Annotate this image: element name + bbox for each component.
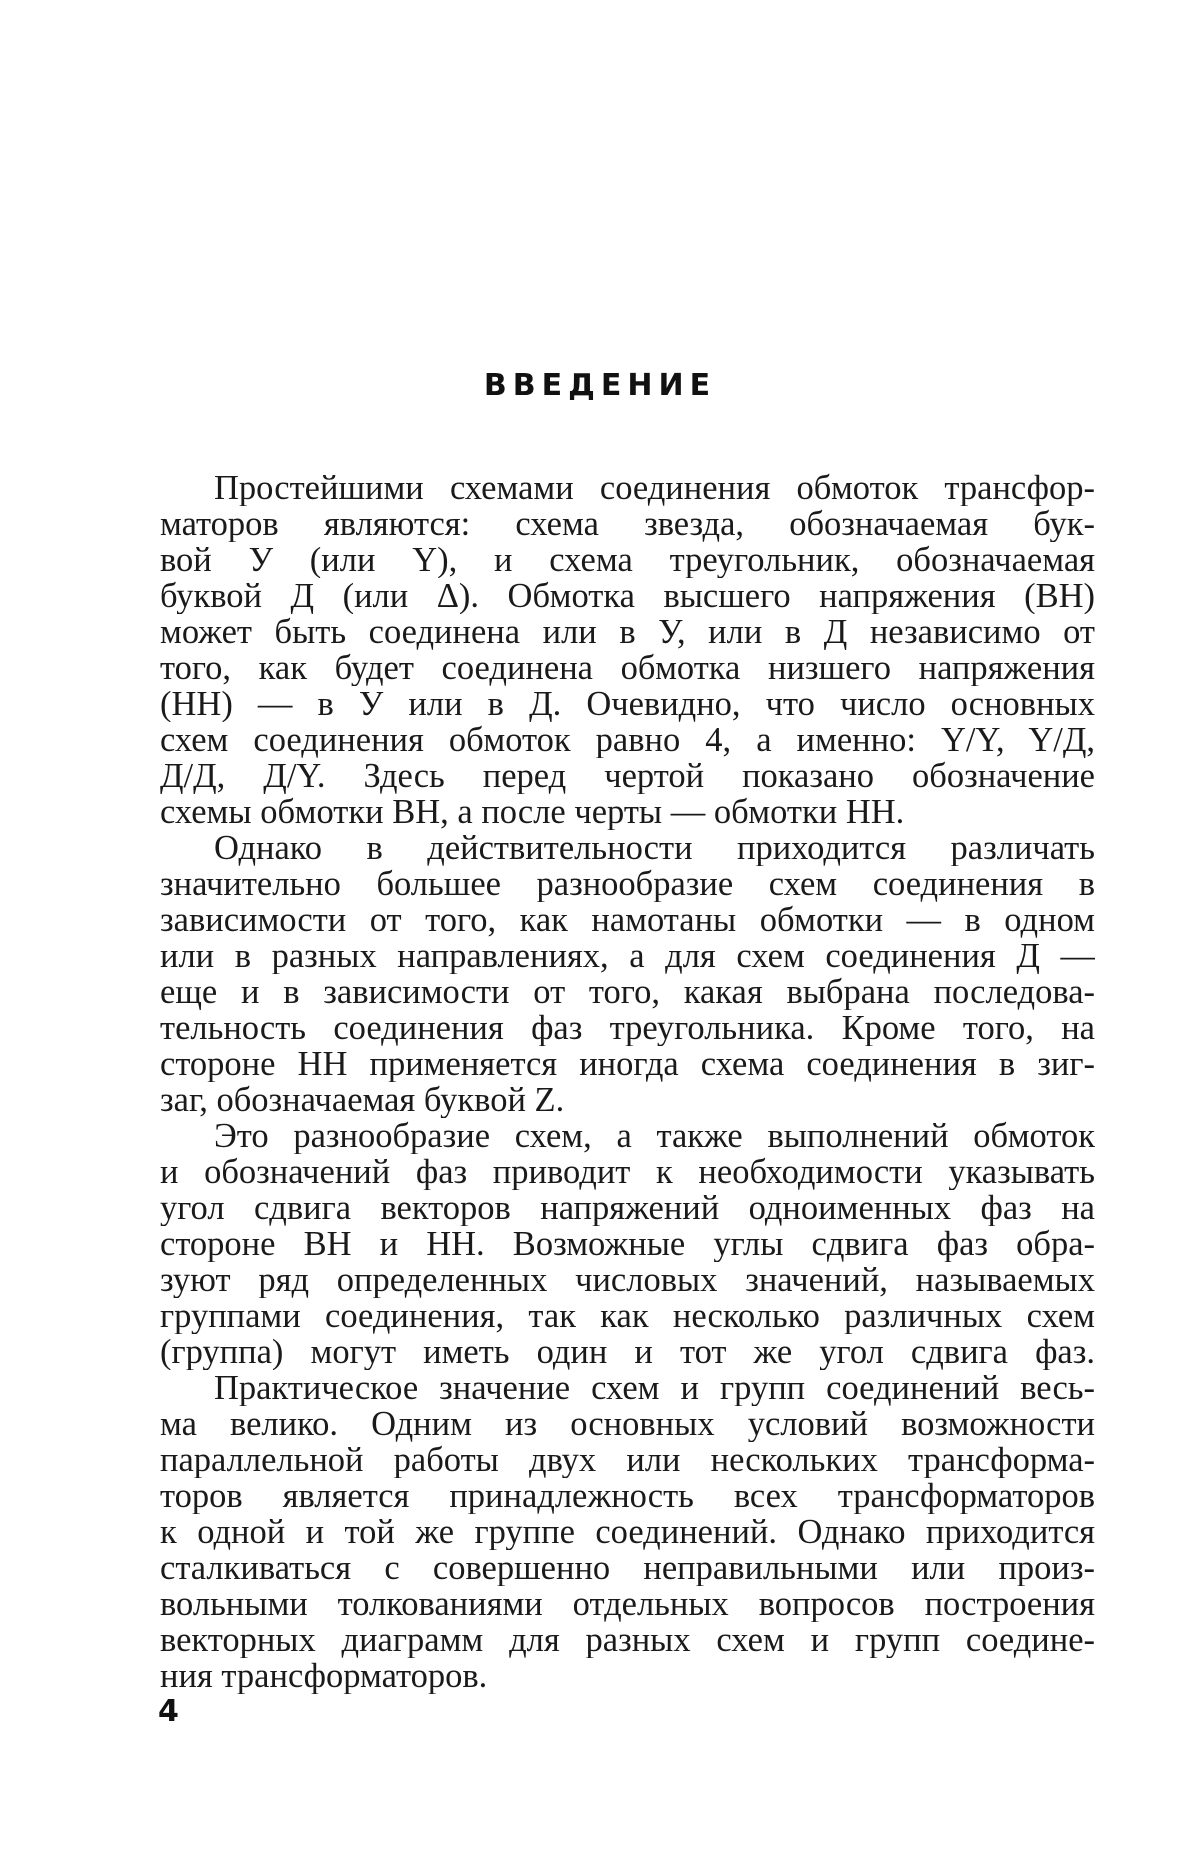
text-line: зависимости от того, как намотаны обмотки — в одном: [160, 902, 1095, 938]
text-line: буквой Д (или Δ). Обмотка высшего напряжения (ВН): [160, 578, 1095, 614]
text-line: стороне НН применяется иногда схема соединения в зиг-: [160, 1046, 1095, 1082]
text-line: (НН) — в У или в Д. Очевидно, что число основных: [160, 686, 1095, 722]
text-line: угол сдвига векторов напряжений одноименных фаз на: [160, 1190, 1095, 1226]
paragraph-4: [160, 1370, 1095, 1694]
paragraph-3: [160, 1118, 1095, 1370]
chapter-heading: ВВЕДЕНИЕ: [483, 368, 717, 403]
text-line: к одной и той же группе соединений. Однако приходится: [160, 1514, 1095, 1550]
text-line: Однако в действительности приходится различать: [214, 830, 1095, 866]
text-line: Это разнообразие схем, а также выполнений обмоток: [214, 1118, 1095, 1154]
text-line: заг, обозначаемая буквой Z.: [160, 1082, 565, 1118]
text-line: стороне ВН и НН. Возможные углы сдвига фаз обра-: [160, 1226, 1095, 1262]
page-number: 4: [158, 1694, 179, 1729]
text-line: ма велико. Одним из основных условий возможности: [160, 1406, 1095, 1442]
text-line: схемы обмотки ВН, а после черты — обмотки НН.: [160, 794, 905, 830]
paragraph-1: [160, 470, 1095, 830]
text-line: Простейшими схемами соединения обмоток трансфор-: [214, 470, 1095, 506]
text-line: сталкиваться с совершенно неправильными или произ-: [160, 1550, 1095, 1586]
text-line: зуют ряд определенных числовых значений, называемых: [160, 1262, 1095, 1298]
text-line: вой У (или Y), и схема треугольник, обозначаемая: [160, 542, 1095, 578]
text-line: параллельной работы двух или нескольких трансформа-: [160, 1442, 1095, 1478]
text-line: группами соединения, так как несколько различных схем: [160, 1298, 1095, 1334]
text-line: схем соединения обмоток равно 4, а именно: Y/Y, Y/Д,: [160, 722, 1095, 758]
text-line: Практическое значение схем и групп соединений весь-: [214, 1370, 1095, 1406]
body-text: [160, 470, 1095, 1694]
text-line: вольными толкованиями отдельных вопросов построения: [160, 1586, 1095, 1622]
text-line: (группа) могут иметь один и тот же угол сдвига фаз.: [160, 1334, 1095, 1370]
text-line: того, как будет соединена обмотка низшего напряжения: [160, 650, 1095, 686]
text-line: Д/Д, Д/Y. Здесь перед чертой показано обозначение: [160, 758, 1095, 794]
text-line: тельность соединения фаз треугольника. Кроме того, на: [160, 1010, 1095, 1046]
text-line: еще и в зависимости от того, какая выбрана последова-: [160, 974, 1095, 1010]
text-line: векторных диаграмм для разных схем и групп соедине-: [160, 1622, 1095, 1658]
text-line: может быть соединена или в У, или в Д независимо от: [160, 614, 1095, 650]
text-line: ния трансформаторов.: [160, 1658, 488, 1694]
text-line: торов является принадлежность всех трансформаторов: [160, 1478, 1095, 1514]
text-line: маторов являются: схема звезда, обозначаемая бук-: [160, 506, 1095, 542]
text-line: или в разных направлениях, а для схем соединения Д —: [160, 938, 1095, 974]
paragraph-2: [160, 830, 1095, 1118]
text-line: значительно большее разнообразие схем соединения в: [160, 866, 1095, 902]
text-line: и обозначений фаз приводит к необходимости указывать: [160, 1154, 1095, 1190]
